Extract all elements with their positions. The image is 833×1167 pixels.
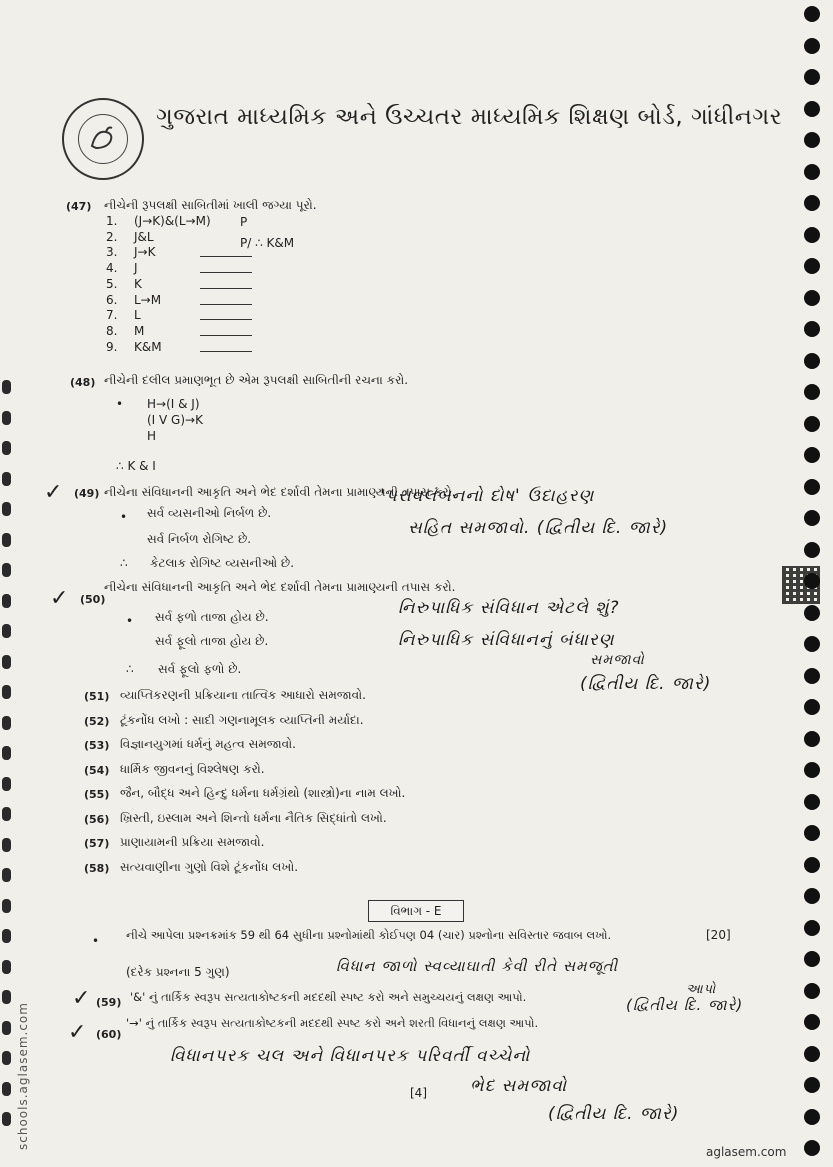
handwritten-note: ભેદ સમજાવો <box>470 1076 568 1096</box>
binding-hole <box>2 929 11 943</box>
proof-line-number: 7. <box>106 308 118 323</box>
question-number: (49) <box>74 487 100 500</box>
premise: સર્વ વ્યસનીઓ નિર્બળ છે. <box>147 506 272 520</box>
proof-line-expression: K&M <box>134 339 162 354</box>
binding-hole <box>804 510 820 526</box>
binding-hole <box>2 746 11 760</box>
handwritten-note: (દ્વિતીય દિ. જારે) <box>548 1104 680 1124</box>
section-heading: વિભાગ - E <box>368 900 464 922</box>
fill-in-blank <box>200 351 252 352</box>
conclusion: ∴ K & I <box>116 459 156 473</box>
handwritten-note: (દ્વિતીય દિ. જારે) <box>580 674 712 694</box>
binding-hole <box>804 479 820 495</box>
proof-line-number: 4. <box>106 261 118 276</box>
question-text: જૈન, બૌદ્ધ અને હિન્દુ ધર્મના ધર્મગ્રંથો (શાસ્ત્રો)ના નામ લખો. <box>120 786 406 800</box>
binding-hole <box>2 624 11 638</box>
question-number: (53) <box>84 739 110 752</box>
handwritten-note: વિધાન જાળો સ્વવ્યાઘાતી કેવી રીતે સમજૂતી <box>336 957 618 975</box>
proof-line-number: 3. <box>106 245 118 260</box>
premise: સર્વ ફૂલો તાજા હોય છે. <box>155 634 269 648</box>
binding-hole <box>2 868 11 882</box>
binding-hole <box>804 132 820 148</box>
premise: સર્વ નિર્બળ રોગિષ્ટ છે. <box>147 532 252 546</box>
question-number: (55) <box>84 788 110 801</box>
binding-hole <box>804 6 820 22</box>
fill-in-blank <box>200 335 252 336</box>
binding-hole <box>2 777 11 791</box>
conclusion: કેટલાક રોગિષ્ટ વ્યસનીઓ છે. <box>150 556 295 570</box>
question-number: (58) <box>84 861 110 875</box>
binding-hole <box>2 990 11 1004</box>
binding-hole <box>804 636 820 652</box>
binding-hole <box>804 794 820 810</box>
binding-hole <box>2 411 11 425</box>
handwritten-note: આપો <box>686 982 717 997</box>
exam-page: ગુજરાત માધ્યમિક અને ઉચ્ચતર માધ્યમિક શિક્ષણ બોર્ડ, ગાંધીનગર (47) નીચેની રૂપલક્ષી સાબિતીમાં ખાલી જગ્યા પૂરો. P P/ ∴ K&M 1. (J→K)&(L→M) 2. J&L 3. J→K 4. J 5. K 6. L→M 7. L 8. M 9. K&M (48) નીચેની દલીલ પ્રમાણભૂત છે એમ રૂપલક્ષી સાબિતીની રચના કરો. • H→(I & J) (I V G)→K H ∴ K & I ✓ (49) નીચેના સંવિધાનની આકૃતિ અને ભેદ દર્શાવી તેમના પ્રામાણ્યની તપાસ કરો. • સર્વ વ્યસનીઓ નિર્બળ છે. સર્વ નિર્બળ રોગિષ્ટ છે. ∴ કેટલાક રોગિષ્ટ વ્યસનીઓ છે. 'પરાવલંબનનો દોષ' ઉદાહરણ સહિત સમજાવો. (દ્વિતીય દિ. જારે) ✓ (50) નીચેના સંવિધાનની આકૃતિ અને ભેદ દર્શાવી તેમના પ્રામાણ્યની તપાસ કરો. • સર્વ ફળો તાજા હોય છે. સર્વ ફૂલો તાજા હોય છે. ∴ સર્વ ફૂલો ફળો છે. નિરુપાધિક સંવિધાન એટલે શું? નિરુપાધિક સંવિધાનનું બંધારણ સમજાવો (દ્વિતીય દિ. જારે) (51) વ્યાપ્તિકરણની પ્રક્રિયાના તાત્વિક આધારો સમજાવો. (52) ટૂંકનોંધ લખો : સાદી ગણનામૂલક વ્યાપ્તિની મર્યાદા. (53) વિજ્ઞાનયુગમાં ધર્મનું મહત્વ સમજાવો. (54) ધાર્મિક જીવનનું વિશ્લેષણ કરો. (55) જૈન, બૌદ્ધ અને હિન્દુ ધર્મના ધર્મગ્રંથો (શાસ્ત્રો)ના નામ લખો. (56) ખ્રિસ્તી, ઇસ્લામ અને શિન્તો ધર્મના નૈતિક સિદ્ધાંતો લખો. (57) પ્રાણાયામની પ્રક્રિયા સમજાવો. (58) સત્યવાણીના ગુણો વિશે ટૂંકનોંધ લખો. વિભાગ - E • નીચે આપેલા પ્રશ્નક્રમાંક 59 થી 64 સુધીના પ્રશ્નોમાંથી કોઈપણ 04 (ચાર) પ્રશ્નોના સવિસ્તાર જવાબ લખો. [20] (દરેક પ્રશ્નના 5 ગુણ) વિધાન જાળો સ્વવ્યાઘાતી કેવી રીતે સમજૂતી આપો (દ્વિતીય દિ. જારે) ✓ (59) '&' નું તાર્કિક સ્વરૂપ સત્યતાકોષ્ટકની મદદથી સ્પષ્ટ કરો અને સમુચ્ચયનું લક્ષણ આપો. ✓ (60) '→' નું તાર્કિક સ્વરૂપ સત્યતાકોષ્ટકની મદદથી સ્પષ્ટ કરો અને શરતી વિધાનનું લક્ષણ આપો. વિધાનપરક ચલ અને વિધાનપરક પરિવર્તી વચ્ચેનો ભેદ સમજાવો (દ્વિતીય દિ. જારે) [4] aglasem.com schools.aglasem.com <box>0 0 833 1167</box>
premise: H→(I & J) <box>147 397 200 411</box>
question-number: (60) <box>96 1028 122 1041</box>
binding-hole <box>2 960 11 974</box>
side-watermark: schools.aglasem.com <box>16 1002 30 1150</box>
fill-in-blank <box>200 272 252 273</box>
proof-line-expression: K <box>134 276 142 291</box>
question-text: સત્યવાણીના ગુણો વિશે ટૂંકનોંધ લખો. <box>120 859 299 874</box>
handwritten-note: નિરુપાધિક સંવિધાન એટલે શું? <box>398 598 620 618</box>
site-watermark: aglasem.com <box>706 1145 787 1159</box>
binding-hole <box>804 290 820 306</box>
section-instruction: નીચે આપેલા પ્રશ્નક્રમાંક 59 થી 64 સુધીના પ્રશ્નોમાંથી કોઈપણ 04 (ચાર) પ્રશ્નોના સવિસ્તાર જવાબ લખો. <box>126 928 612 942</box>
question-text: નીચેના સંવિધાનની આકૃતિ અને ભેદ દર્શાવી તેમના પ્રામાણ્યની તપાસ કરો. <box>104 485 456 499</box>
proof-line-expression: L <box>134 308 141 323</box>
binding-hole <box>804 1140 820 1156</box>
binding-hole <box>804 416 820 432</box>
binding-hole <box>804 731 820 747</box>
binding-hole <box>2 502 11 516</box>
binding-hole <box>804 1046 820 1062</box>
question-number: (47) <box>66 200 92 213</box>
binding-hole <box>2 472 11 486</box>
premise-marker: P <box>240 215 248 229</box>
fill-in-blank <box>200 288 252 289</box>
fill-in-blank <box>200 256 252 257</box>
conclusion: સર્વ ફૂલો ફળો છે. <box>158 662 242 676</box>
binding-hole <box>2 1082 11 1096</box>
conclusion-line: P/ ∴ K&M <box>240 236 295 250</box>
board-logo <box>62 98 144 180</box>
binding-hole <box>804 699 820 715</box>
question-number: (51) <box>84 690 110 703</box>
proof-line-number: 2. <box>106 229 118 244</box>
binding-hole <box>804 101 820 117</box>
proof-line-expression: J&L <box>134 229 154 244</box>
premise: (I V G)→K <box>147 413 203 427</box>
question-text: ખ્રિસ્તી, ઇસ્લામ અને શિન્તો ધર્મના નૈતિક સિદ્ધાંતો લખો. <box>120 810 387 825</box>
marks-note: (દરેક પ્રશ્નના 5 ગુણ) <box>126 965 230 979</box>
binding-hole <box>804 983 820 999</box>
question-text: નીચેની રૂપલક્ષી સાબિતીમાં ખાલી જગ્યા પૂરો. <box>104 198 317 212</box>
binding-hole <box>804 258 820 274</box>
proof-line-number: 6. <box>106 292 118 307</box>
binding-hole <box>804 1014 820 1030</box>
question-text: ટૂંકનોંધ લખો : સાદી ગણનામૂલક વ્યાપ્તિની મર્યાદા. <box>120 712 364 727</box>
question-number: (52) <box>84 714 110 728</box>
binding-hole <box>804 227 820 243</box>
question-text: ધાર્મિક જીવનનું વિશ્લેષણ કરો. <box>120 761 265 776</box>
board-title: ગુજરાત માધ્યમિક અને ઉચ્ચતર માધ્યમિક શિક્ષણ બોર્ડ, ગાંધીનગર <box>156 104 783 130</box>
binding-hole <box>2 899 11 913</box>
proof-line-number: 8. <box>106 323 118 338</box>
binding-hole <box>804 825 820 841</box>
question-number: (59) <box>96 996 122 1009</box>
binding-hole <box>2 716 11 730</box>
qr-code <box>782 566 820 604</box>
handwritten-note: સમજાવો <box>590 652 645 668</box>
handwritten-note: સહિત સમજાવો. (દ્વિતીય દિ. જારે) <box>408 518 669 538</box>
proof-line-expression: (J→K)&(L→M) <box>134 214 211 228</box>
binding-hole <box>2 1112 11 1126</box>
binding-hole <box>2 380 11 394</box>
question-number: (56) <box>84 812 110 826</box>
binding-hole <box>804 1077 820 1093</box>
binding-hole <box>804 951 820 967</box>
handwritten-note: નિરુપાધિક સંવિધાનનું બંધારણ <box>398 630 615 650</box>
proof-line-expression: L→M <box>134 292 162 307</box>
section-marks: [20] <box>706 928 731 942</box>
binding-hole <box>804 321 820 337</box>
premise: H <box>147 429 157 443</box>
handwritten-note: (દ્વિતીય દિ. જારે) <box>626 996 744 1014</box>
binding-hole <box>804 1109 820 1125</box>
question-text: વિજ્ઞાનયુગમાં ધર્મનું મહત્વ સમજાવો. <box>120 737 296 751</box>
fill-in-blank <box>200 304 252 305</box>
proof-line-number: 1. <box>106 214 118 228</box>
question-text: '&' નું તાર્કિક સ્વરૂપ સત્યતાકોષ્ટકની મદદથી સ્પષ્ટ કરો અને સમુચ્ચયનું લક્ષણ આપો. <box>130 990 527 1004</box>
proof-line-number: 5. <box>106 276 118 291</box>
binding-hole <box>804 762 820 778</box>
binding-hole <box>804 920 820 936</box>
question-text: નીચેના સંવિધાનની આકૃતિ અને ભેદ દર્શાવી તેમના પ્રામાણ્યની તપાસ કરો. <box>104 580 456 594</box>
question-number: (54) <box>84 763 110 777</box>
question-number: (57) <box>84 837 110 850</box>
binding-hole <box>2 533 11 547</box>
binding-hole <box>804 605 820 621</box>
binding-hole <box>2 563 11 577</box>
question-number: (50) <box>80 593 106 606</box>
binding-hole <box>2 685 11 699</box>
premise: સર્વ ફળો તાજા હોય છે. <box>155 610 269 624</box>
binding-hole <box>2 655 11 669</box>
binding-hole <box>804 164 820 180</box>
question-text: '→' નું તાર્કિક સ્વરૂપ સત્યતાકોષ્ટકની મદદથી સ્પષ્ટ કરો અને શરતી વિધાનનું લક્ષણ આપો. <box>126 1016 539 1030</box>
fill-in-blank <box>200 319 252 320</box>
binding-hole <box>804 447 820 463</box>
binding-hole <box>2 594 11 608</box>
binding-hole <box>2 1021 11 1035</box>
binding-hole <box>2 1051 11 1065</box>
binding-hole <box>2 807 11 821</box>
handwritten-note: 'પરાવલંબનનો દોષ' ઉદાહરણ <box>380 486 595 506</box>
proof-line-expression: M <box>134 323 145 338</box>
binding-hole <box>804 69 820 85</box>
binding-hole <box>804 195 820 211</box>
question-text: નીચેની દલીલ પ્રમાણભૂત છે એમ રૂપલક્ષી સાબિતીની રચના કરો. <box>104 373 409 387</box>
binding-hole <box>804 542 820 558</box>
proof-line-expression: J→K <box>134 245 156 260</box>
proof-line-number: 9. <box>106 339 118 354</box>
question-number: (48) <box>70 376 96 389</box>
question-text: પ્રાણાયામની પ્રક્રિયા સમજાવો. <box>120 835 265 849</box>
swan-emblem-icon <box>86 122 120 156</box>
binding-hole <box>804 38 820 54</box>
binding-hole <box>804 384 820 400</box>
binding-hole <box>804 857 820 873</box>
binding-hole <box>804 353 820 369</box>
binding-hole <box>2 441 11 455</box>
binding-hole <box>804 888 820 904</box>
handwritten-note: વિધાનપરક ચલ અને વિધાનપરક પરિવર્તી વચ્ચેનો <box>170 1046 531 1066</box>
binding-hole <box>804 668 820 684</box>
binding-hole <box>2 838 11 852</box>
page-number: [4] <box>410 1086 427 1100</box>
proof-line-expression: J <box>134 261 138 276</box>
question-text: વ્યાપ્તિકરણની પ્રક્રિયાના તાત્વિક આધારો સમજાવો. <box>120 688 366 702</box>
